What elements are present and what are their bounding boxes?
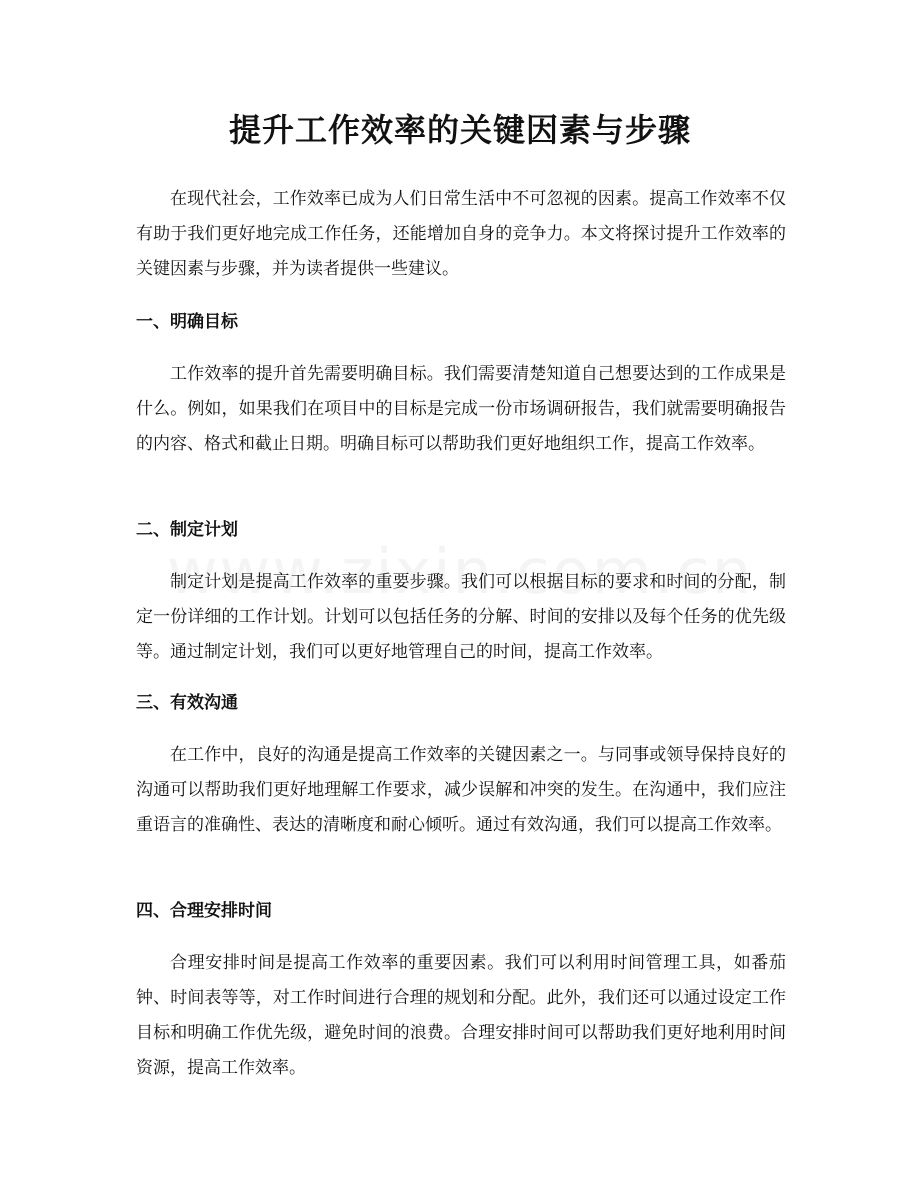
section-body-time: 合理安排时间是提高工作效率的重要因素。我们可以利用时间管理工具，如番茄钟、时间表等等，对工作时间进行合理的规划和分配。此外，我们还可以通过设定工作目标和明确工作优先级，避免时间的浪费。合理安排时间可以帮助我们更好地利用时间资源，提高工作效率。 — [136, 953, 786, 1078]
section-body-goals: 工作效率的提升首先需要明确目标。我们需要清楚知道自己想要达到的工作成果是什么。例如，如果我们在项目中的目标是完成一份市场调研报告，我们就需要明确报告的内容、格式和截止日期。明确目标可以帮助我们更好地组织工作，提高工作效率。 — [136, 364, 786, 454]
section-heading-plan: 二、制定计划 — [136, 520, 238, 540]
section-heading-communication: 三、有效沟通 — [136, 693, 238, 713]
document-title: 提升工作效率的关键因素与步骤 — [228, 111, 691, 149]
section-heading-goals: 一、明确目标 — [136, 312, 238, 332]
intro-paragraph: 在现代社会，工作效率已成为人们日常生活中不可忽视的因素。提高工作效率不仅有助于我们更好地完成工作任务，还能增加自身的竞争力。本文将探讨提升工作效率的关键因素与步骤，并为读者提供一些建议。 — [136, 189, 786, 279]
section-body-plan: 制定计划是提高工作效率的重要步骤。我们可以根据目标的要求和时间的分配，制定一份详细的工作计划。计划可以包括任务的分解、时间的安排以及每个任务的优先级等。通过制定计划，我们可以更好地管理自己的时间，提高工作效率。 — [136, 572, 786, 662]
section-body-communication: 在工作中，良好的沟通是提高工作效率的关键因素之一。与同事或领导保持良好的沟通可以帮助我们更好地理解工作要求，减少误解和冲突的发生。在沟通中，我们应注重语言的准确性、表达的清晰度和耐心倾听。通过有效沟通，我们可以提高工作效率。 — [136, 745, 786, 835]
section-heading-time: 四、合理安排时间 — [136, 901, 272, 921]
